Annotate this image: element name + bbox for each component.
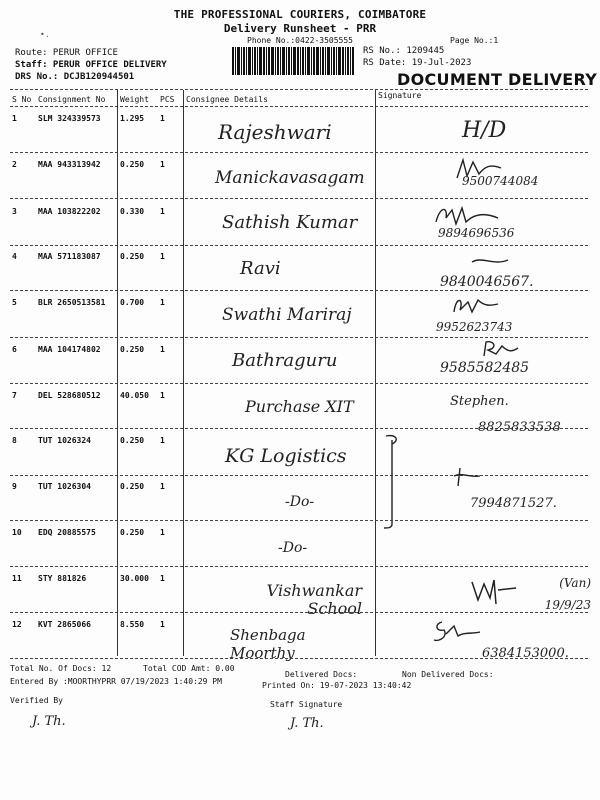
runsheet-subtitle: Delivery Runsheet - PRR — [223, 22, 377, 35]
verified-signature: J. Th. — [32, 714, 66, 729]
row-phone: 9840046567. — [440, 274, 534, 290]
row-weight: 0.250 — [120, 482, 145, 491]
row-pcs: 1 — [160, 436, 165, 445]
row-sno: 5 — [12, 298, 17, 307]
barcode-icon — [232, 47, 354, 75]
row-consignment: TUT 1026304 — [38, 482, 91, 491]
row-rule — [10, 290, 588, 291]
column-divider — [117, 90, 118, 656]
row-phone: 8825833538 — [478, 420, 561, 435]
row-consignee: -Do- — [278, 540, 308, 556]
signature-scribble — [468, 576, 528, 606]
signature-scribble — [432, 620, 482, 644]
row-phone: 6384153000. — [482, 646, 569, 661]
row-rule — [10, 566, 588, 567]
staff-signature: J. Th. — [290, 716, 324, 731]
scan-mark: •. — [40, 30, 50, 39]
bracket-mark — [380, 432, 406, 532]
row-consignee: Swathi Mariraj — [222, 305, 352, 325]
company-title: THE PROFESSIONAL COURIERS, COIMBATORE — [173, 8, 427, 21]
row-weight: 0.250 — [120, 345, 145, 354]
row-pcs: 1 — [160, 298, 165, 307]
row-rule — [10, 337, 588, 338]
row-phone: 9894696536 — [438, 226, 515, 240]
row-pcs: 1 — [160, 345, 165, 354]
row-consignment: MAA 571183087 — [38, 252, 101, 261]
row-consignee: Bathraguru — [232, 350, 338, 371]
total-docs: Total No. Of Docs: 12 — [10, 664, 112, 673]
row-sno: 6 — [12, 345, 17, 354]
row-weight: 0.250 — [120, 528, 145, 537]
col-header-consignee: Consignee Details — [186, 95, 268, 104]
row-consignee: Manickavasagam — [215, 168, 365, 188]
row-phone: 9585582485 — [440, 360, 530, 376]
row-consignment: MAA 103822202 — [38, 207, 101, 216]
row-consignee: Ravi — [240, 258, 281, 279]
row-rule — [10, 383, 588, 384]
row-pcs: 1 — [160, 160, 165, 169]
row-consignee: Purchase XIT — [245, 397, 354, 416]
entered-by: Entered By :MOORTHYPRR 07/19/2023 1:40:29 PM — [10, 677, 222, 686]
rs-date: RS Date: 19-Jul-2023 — [363, 58, 472, 68]
col-header-consignment: Consignment No — [38, 95, 106, 104]
row-rule — [10, 152, 588, 153]
row-pcs: 1 — [160, 482, 165, 491]
document-delivery-stamp: DOCUMENT DELIVERY — [397, 70, 598, 89]
col-header-pcs: PCS — [160, 95, 175, 104]
signature-scribble — [470, 254, 510, 268]
table-top-rule — [10, 89, 588, 90]
row-rule — [10, 520, 588, 521]
row-sno: 9 — [12, 482, 17, 491]
row-weight: 0.250 — [120, 436, 145, 445]
row-consignment: DEL 528680512 — [38, 391, 101, 400]
row-sno: 7 — [12, 391, 17, 400]
col-header-sno: S No — [12, 95, 32, 104]
row-sno: 1 — [12, 114, 17, 123]
delivered-docs: Delivered Docs: — [285, 670, 358, 679]
row-consignment: TUT 1026324 — [38, 436, 91, 445]
row-consignment: KVT 2865066 — [38, 620, 91, 629]
row-phone: 9952623743 — [436, 320, 513, 334]
row-weight: 40.050 — [120, 391, 149, 400]
row-pcs: 1 — [160, 252, 165, 261]
row-consignment: EDQ 20885575 — [38, 528, 96, 537]
row-consignment: SLM 324339573 — [38, 114, 101, 123]
row-pcs: 1 — [160, 114, 165, 123]
row-pcs: 1 — [160, 207, 165, 216]
row-consignee: Sathish Kumar — [222, 212, 358, 233]
row-consignee: KG Logistics — [225, 445, 347, 467]
row-pcs: 1 — [160, 574, 165, 583]
row-sno: 11 — [12, 574, 22, 583]
column-divider — [183, 90, 184, 656]
column-divider — [375, 90, 376, 656]
row-weight: 8.550 — [120, 620, 145, 629]
table-header-rule — [10, 106, 588, 107]
staff-label: Staff: PERUR OFFICE DELIVERY — [15, 60, 167, 70]
row-consignment: MAA 104174802 — [38, 345, 101, 354]
row-rule — [10, 245, 588, 246]
row-rule — [10, 198, 588, 199]
table-bottom-rule — [10, 658, 588, 659]
col-header-weight: Weight — [120, 95, 149, 104]
signature-scribble — [480, 340, 520, 360]
row-consignee: -Do- — [285, 494, 315, 510]
row-weight: 0.330 — [120, 207, 145, 216]
row-sno: 4 — [12, 252, 17, 261]
row-pcs: 1 — [160, 620, 165, 629]
row-weight: 0.250 — [120, 160, 145, 169]
row-sno: 12 — [12, 620, 22, 629]
row-signature: H/D — [462, 118, 507, 143]
row-signature: Stephen. — [450, 394, 509, 409]
staff-signature-label: Staff Signature — [270, 700, 343, 709]
row-sno: 3 — [12, 207, 17, 216]
printed-on: Printed On: 19-07-2023 13:40:42 — [262, 681, 412, 690]
row-weight: 0.700 — [120, 298, 145, 307]
row-pcs: 1 — [160, 391, 165, 400]
row-phone: 7994871527. — [470, 496, 557, 511]
row-consignee: Rajeshwari — [218, 120, 332, 144]
rs-number: RS No.: 1209445 — [363, 46, 445, 56]
non-delivered-docs: Non Delivered Docs: — [402, 670, 494, 679]
row-sno: 10 — [12, 528, 22, 537]
row-rule — [10, 475, 588, 476]
row-weight: 1.295 — [120, 114, 145, 123]
signature-scribble — [452, 466, 482, 490]
row-pcs: 1 — [160, 528, 165, 537]
route-label: Route: PERUR OFFICE — [15, 48, 118, 58]
drs-number: DRS No.: DCJB120944501 — [15, 72, 135, 82]
page-number: Page No.:1 — [450, 36, 499, 45]
row-sno: 2 — [12, 160, 17, 169]
phone-number: Phone No.:0422-3505555 — [247, 36, 353, 45]
total-cod: Total COD Amt: 0.00 — [143, 664, 235, 673]
row-consignment: BLR 2650513581 — [38, 298, 106, 307]
row-consignment: STY 881826 — [38, 574, 87, 583]
verified-by-label: Verified By — [10, 696, 63, 705]
row-consignee: Vishwankar School — [266, 581, 362, 618]
row-consignment: MAA 943313942 — [38, 160, 101, 169]
row-weight: 30.000 — [120, 574, 149, 583]
row-sno: 8 — [12, 436, 17, 445]
row-phone: 9500744084 — [462, 174, 539, 188]
row-signature: (Van) 19/9/23 — [544, 576, 591, 612]
signature-scribble — [450, 294, 500, 318]
row-consignee: Shenbaga Moorthy — [230, 626, 306, 662]
col-header-signature: Signature — [378, 91, 422, 100]
row-weight: 0.250 — [120, 252, 145, 261]
